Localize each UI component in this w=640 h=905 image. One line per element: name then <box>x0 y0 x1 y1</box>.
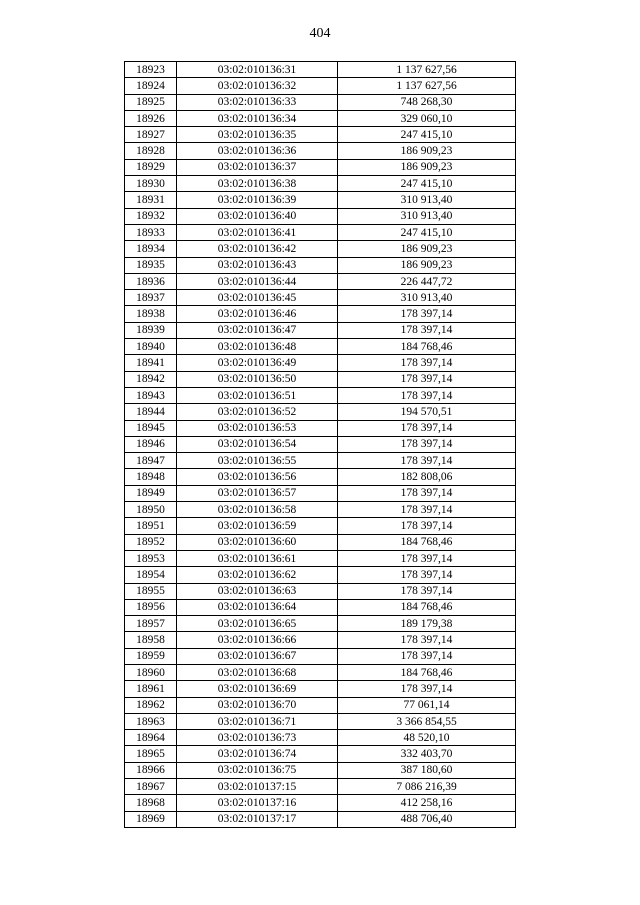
table-row <box>125 550 516 566</box>
table-row <box>125 436 516 452</box>
table-row <box>125 730 516 746</box>
cadastral-number-cell: 03:02:010136:41 <box>177 224 338 240</box>
row-index-cell: 18942 <box>125 371 177 387</box>
page-number: 404 <box>309 26 331 41</box>
table-row <box>125 746 516 762</box>
row-index-cell: 18941 <box>125 355 177 371</box>
table-row <box>125 176 516 192</box>
value-cell: 387 180,60 <box>338 762 516 778</box>
row-index-cell: 18959 <box>125 648 177 664</box>
value-cell: 178 397,14 <box>338 387 516 403</box>
cadastral-number-cell: 03:02:010136:52 <box>177 404 338 420</box>
cadastral-number-cell: 03:02:010136:70 <box>177 697 338 713</box>
row-index-cell: 18969 <box>125 811 177 827</box>
table-row <box>125 290 516 306</box>
row-index-cell: 18962 <box>125 697 177 713</box>
value-cell: 3 366 854,55 <box>338 713 516 729</box>
cadastral-number-cell: 03:02:010136:38 <box>177 176 338 192</box>
table-row <box>125 648 516 664</box>
table-row <box>125 322 516 338</box>
table-row <box>125 583 516 599</box>
cadastral-number-cell: 03:02:010136:34 <box>177 110 338 126</box>
value-cell: 186 909,23 <box>338 159 516 175</box>
table-row <box>125 143 516 159</box>
row-index-cell: 18955 <box>125 583 177 599</box>
table-row <box>125 208 516 224</box>
row-index-cell: 18938 <box>125 306 177 322</box>
cadastral-number-cell: 03:02:010137:17 <box>177 811 338 827</box>
value-cell: 77 061,14 <box>338 697 516 713</box>
cadastral-number-cell: 03:02:010136:68 <box>177 664 338 680</box>
table-row <box>125 110 516 126</box>
value-cell: 247 415,10 <box>338 176 516 192</box>
value-cell: 178 397,14 <box>338 550 516 566</box>
cadastral-number-cell: 03:02:010136:73 <box>177 730 338 746</box>
cadastral-number-cell: 03:02:010136:75 <box>177 762 338 778</box>
value-cell: 178 397,14 <box>338 518 516 534</box>
row-index-cell: 18957 <box>125 616 177 632</box>
row-index-cell: 18946 <box>125 436 177 452</box>
value-cell: 412 258,16 <box>338 795 516 811</box>
row-index-cell: 18933 <box>125 224 177 240</box>
table-row <box>125 616 516 632</box>
cadastral-number-cell: 03:02:010136:42 <box>177 241 338 257</box>
value-cell: 178 397,14 <box>338 436 516 452</box>
value-cell: 247 415,10 <box>338 224 516 240</box>
row-index-cell: 18935 <box>125 257 177 273</box>
table-row <box>125 811 516 827</box>
cadastral-number-cell: 03:02:010136:49 <box>177 355 338 371</box>
value-cell: 194 570,51 <box>338 404 516 420</box>
cadastral-number-cell: 03:02:010136:47 <box>177 322 338 338</box>
value-cell: 178 397,14 <box>338 306 516 322</box>
value-cell: 186 909,23 <box>338 257 516 273</box>
cadastral-number-cell: 03:02:010136:51 <box>177 387 338 403</box>
cadastral-number-cell: 03:02:010136:31 <box>177 62 338 78</box>
cadastral-number-cell: 03:02:010136:37 <box>177 159 338 175</box>
cadastral-number-cell: 03:02:010136:53 <box>177 420 338 436</box>
row-index-cell: 18927 <box>125 127 177 143</box>
cadastral-number-cell: 03:02:010136:74 <box>177 746 338 762</box>
row-index-cell: 18934 <box>125 241 177 257</box>
table-row <box>125 192 516 208</box>
row-index-cell: 18943 <box>125 387 177 403</box>
value-cell: 178 397,14 <box>338 502 516 518</box>
row-index-cell: 18949 <box>125 485 177 501</box>
cadastral-number-cell: 03:02:010136:60 <box>177 534 338 550</box>
table-row <box>125 355 516 371</box>
table-row <box>125 78 516 94</box>
row-index-cell: 18932 <box>125 208 177 224</box>
row-index-cell: 18940 <box>125 339 177 355</box>
value-cell: 310 913,40 <box>338 192 516 208</box>
row-index-cell: 18948 <box>125 469 177 485</box>
value-cell: 184 768,46 <box>338 664 516 680</box>
table-row <box>125 485 516 501</box>
value-cell: 178 397,14 <box>338 453 516 469</box>
table-row <box>125 127 516 143</box>
value-cell: 1 137 627,56 <box>338 78 516 94</box>
value-cell: 178 397,14 <box>338 485 516 501</box>
cadastral-number-cell: 03:02:010136:61 <box>177 550 338 566</box>
table-row <box>125 420 516 436</box>
cadastral-number-cell: 03:02:010136:50 <box>177 371 338 387</box>
row-index-cell: 18964 <box>125 730 177 746</box>
cadastral-number-cell: 03:02:010136:57 <box>177 485 338 501</box>
table-row <box>125 62 516 78</box>
row-index-cell: 18928 <box>125 143 177 159</box>
value-cell: 226 447,72 <box>338 273 516 289</box>
row-index-cell: 18956 <box>125 599 177 615</box>
value-cell: 178 397,14 <box>338 567 516 583</box>
value-cell: 182 808,06 <box>338 469 516 485</box>
row-index-cell: 18939 <box>125 322 177 338</box>
row-index-cell: 18968 <box>125 795 177 811</box>
cadastral-number-cell: 03:02:010136:58 <box>177 502 338 518</box>
value-cell: 178 397,14 <box>338 648 516 664</box>
table-row <box>125 795 516 811</box>
row-index-cell: 18926 <box>125 110 177 126</box>
value-cell: 178 397,14 <box>338 583 516 599</box>
value-cell: 184 768,46 <box>338 339 516 355</box>
cadastral-number-cell: 03:02:010136:55 <box>177 453 338 469</box>
cadastral-number-cell: 03:02:010136:48 <box>177 339 338 355</box>
cadastral-number-cell: 03:02:010136:64 <box>177 599 338 615</box>
cadastral-number-cell: 03:02:010136:46 <box>177 306 338 322</box>
table-row <box>125 94 516 110</box>
value-cell: 186 909,23 <box>338 143 516 159</box>
cadastral-number-cell: 03:02:010136:39 <box>177 192 338 208</box>
table-row <box>125 224 516 240</box>
row-index-cell: 18960 <box>125 664 177 680</box>
cadastral-number-cell: 03:02:010136:35 <box>177 127 338 143</box>
table-row <box>125 518 516 534</box>
cadastral-number-cell: 03:02:010136:67 <box>177 648 338 664</box>
row-index-cell: 18924 <box>125 78 177 94</box>
value-cell: 310 913,40 <box>338 208 516 224</box>
table-row <box>125 241 516 257</box>
row-index-cell: 18931 <box>125 192 177 208</box>
row-index-cell: 18961 <box>125 681 177 697</box>
row-index-cell: 18965 <box>125 746 177 762</box>
cadastral-number-cell: 03:02:010136:40 <box>177 208 338 224</box>
table-row <box>125 534 516 550</box>
row-index-cell: 18954 <box>125 567 177 583</box>
row-index-cell: 18966 <box>125 762 177 778</box>
cadastral-number-cell: 03:02:010137:15 <box>177 779 338 795</box>
table-row <box>125 469 516 485</box>
row-index-cell: 18937 <box>125 290 177 306</box>
table-row <box>125 387 516 403</box>
row-index-cell: 18967 <box>125 779 177 795</box>
table-row <box>125 664 516 680</box>
cadastral-number-cell: 03:02:010136:44 <box>177 273 338 289</box>
table-row <box>125 404 516 420</box>
row-index-cell: 18930 <box>125 176 177 192</box>
table-row <box>125 502 516 518</box>
cadastral-number-cell: 03:02:010136:56 <box>177 469 338 485</box>
table-row <box>125 567 516 583</box>
cadastral-number-cell: 03:02:010136:66 <box>177 632 338 648</box>
cadastral-number-cell: 03:02:010136:71 <box>177 713 338 729</box>
row-index-cell: 18958 <box>125 632 177 648</box>
row-index-cell: 18950 <box>125 502 177 518</box>
row-index-cell: 18945 <box>125 420 177 436</box>
table-row <box>125 779 516 795</box>
value-cell: 332 403,70 <box>338 746 516 762</box>
row-index-cell: 18925 <box>125 94 177 110</box>
value-cell: 186 909,23 <box>338 241 516 257</box>
table-row <box>125 159 516 175</box>
table-row <box>125 762 516 778</box>
value-cell: 184 768,46 <box>338 534 516 550</box>
cadastral-number-cell: 03:02:010136:63 <box>177 583 338 599</box>
value-cell: 178 397,14 <box>338 355 516 371</box>
table-row <box>125 257 516 273</box>
cadastral-number-cell: 03:02:010136:59 <box>177 518 338 534</box>
cadastral-number-cell: 03:02:010137:16 <box>177 795 338 811</box>
table-row <box>125 697 516 713</box>
value-cell: 178 397,14 <box>338 681 516 697</box>
row-index-cell: 18923 <box>125 62 177 78</box>
value-cell: 329 060,10 <box>338 110 516 126</box>
row-index-cell: 18947 <box>125 453 177 469</box>
value-cell: 247 415,10 <box>338 127 516 143</box>
value-cell: 748 268,30 <box>338 94 516 110</box>
value-cell: 488 706,40 <box>338 811 516 827</box>
cadastral-number-cell: 03:02:010136:33 <box>177 94 338 110</box>
row-index-cell: 18951 <box>125 518 177 534</box>
table-row <box>125 339 516 355</box>
row-index-cell: 18944 <box>125 404 177 420</box>
table-row <box>125 713 516 729</box>
cadastral-number-cell: 03:02:010136:43 <box>177 257 338 273</box>
table-row <box>125 273 516 289</box>
value-cell: 1 137 627,56 <box>338 62 516 78</box>
value-cell: 184 768,46 <box>338 599 516 615</box>
value-cell: 189 179,38 <box>338 616 516 632</box>
table-row <box>125 306 516 322</box>
value-cell: 178 397,14 <box>338 371 516 387</box>
table-row <box>125 681 516 697</box>
row-index-cell: 18952 <box>125 534 177 550</box>
cadastral-number-cell: 03:02:010136:32 <box>177 78 338 94</box>
row-index-cell: 18936 <box>125 273 177 289</box>
registry-table-body <box>125 62 516 828</box>
row-index-cell: 18929 <box>125 159 177 175</box>
value-cell: 48 520,10 <box>338 730 516 746</box>
cadastral-number-cell: 03:02:010136:69 <box>177 681 338 697</box>
row-index-cell: 18963 <box>125 713 177 729</box>
value-cell: 178 397,14 <box>338 420 516 436</box>
table-row <box>125 599 516 615</box>
value-cell: 178 397,14 <box>338 632 516 648</box>
registry-table <box>124 61 516 828</box>
cadastral-number-cell: 03:02:010136:54 <box>177 436 338 452</box>
value-cell: 7 086 216,39 <box>338 779 516 795</box>
table-row <box>125 371 516 387</box>
cadastral-number-cell: 03:02:010136:45 <box>177 290 338 306</box>
value-cell: 310 913,40 <box>338 290 516 306</box>
cadastral-number-cell: 03:02:010136:36 <box>177 143 338 159</box>
cadastral-number-cell: 03:02:010136:65 <box>177 616 338 632</box>
table-row <box>125 632 516 648</box>
row-index-cell: 18953 <box>125 550 177 566</box>
cadastral-number-cell: 03:02:010136:62 <box>177 567 338 583</box>
value-cell: 178 397,14 <box>338 322 516 338</box>
table-row <box>125 453 516 469</box>
